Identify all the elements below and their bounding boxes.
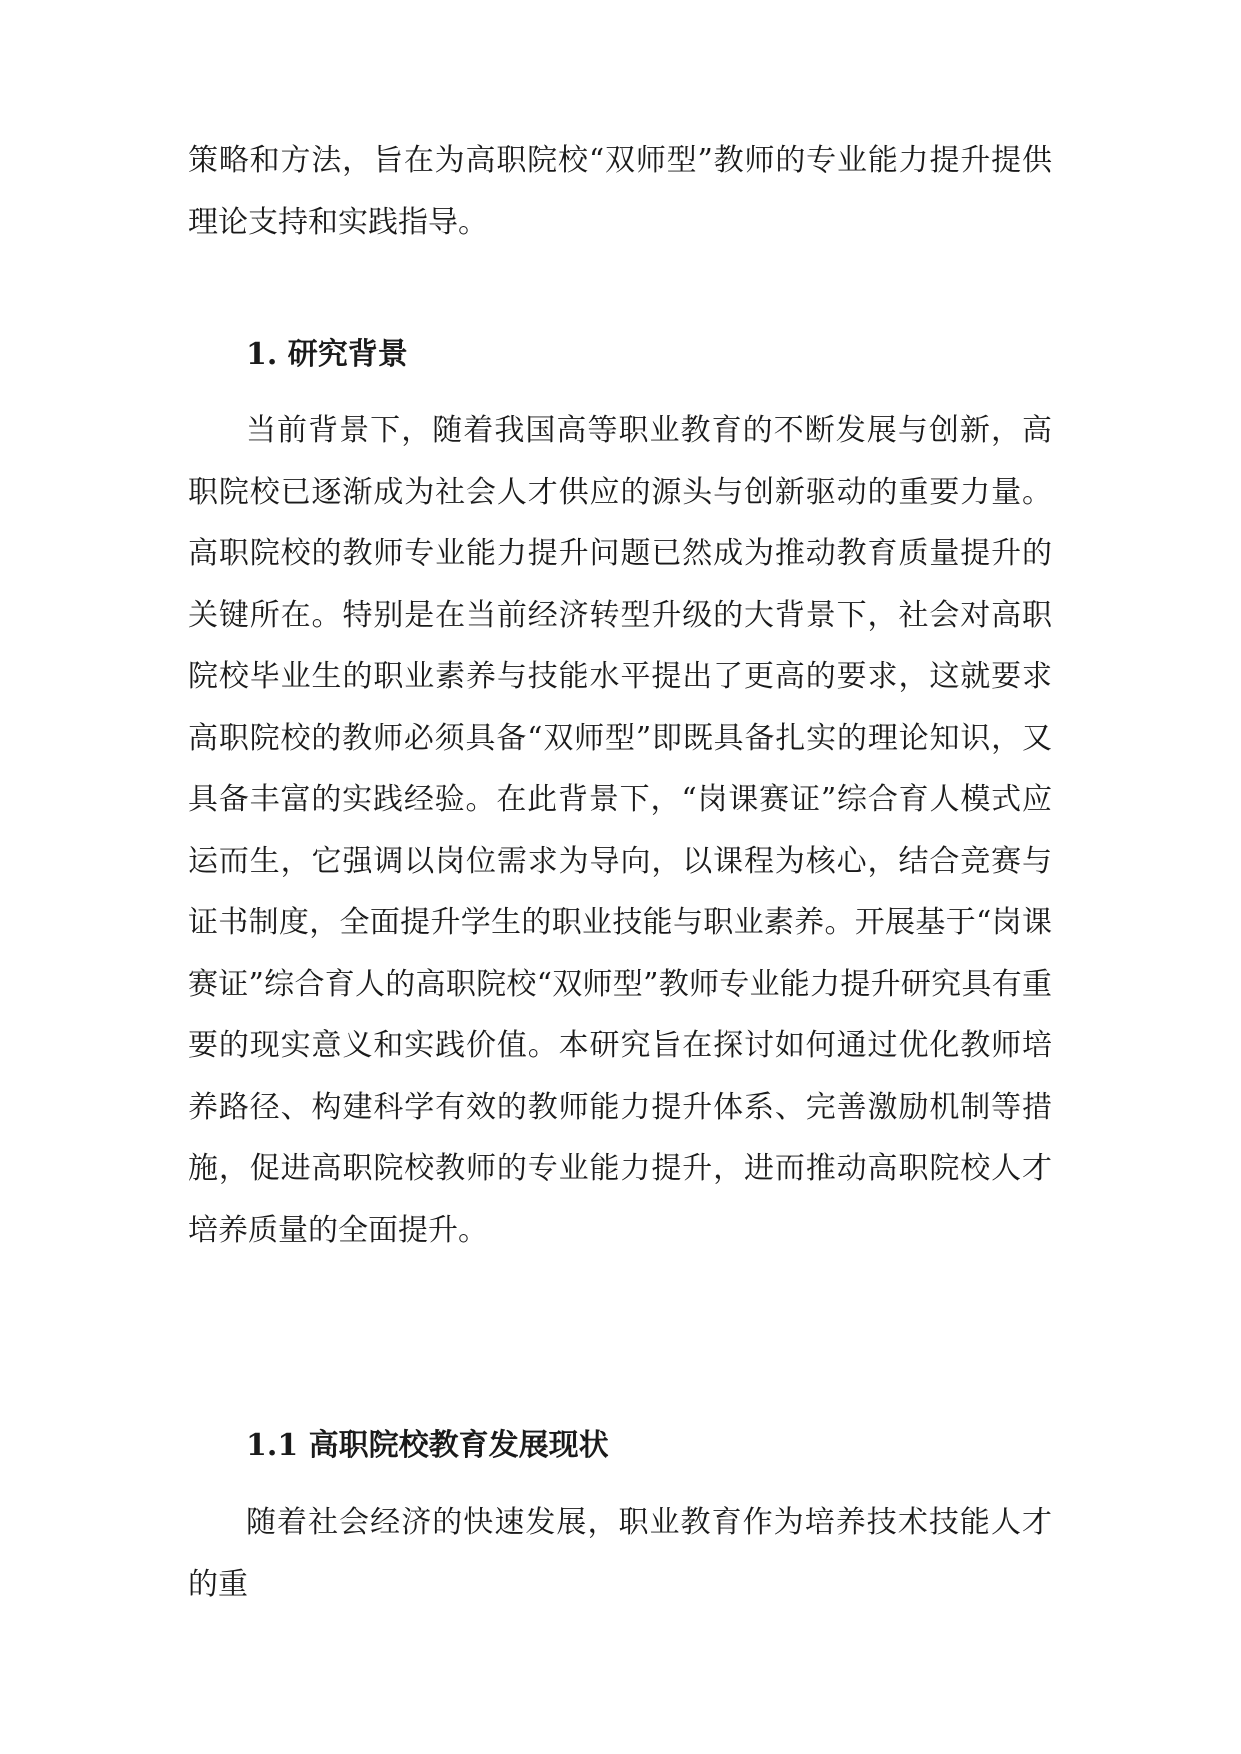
education-status-paragraph: 随着社会经济的快速发展，职业教育作为培养技术技能人才的重 [188,1505,1052,1602]
intro-fragment-paragraph: 策略和方法，旨在为高职院校“双师型”教师的专业能力提升提供理论支持和实践指导。 [188,143,1052,240]
section-heading-education-status: 1.1 高职院校教育发展现状 [246,1428,609,1463]
section-heading-research-background: 1. 研究背景 [246,337,408,372]
research-background-paragraph: 当前背景下，随着我国高等职业教育的不断发展与创新，高职院校已逐渐成为社会人才供应的源头与创新驱动的重要力量。高职院校的教师专业能力提升问题已然成为推动教育质量提升的关键所在。特别是在当前经济转型升级的大背景下，社会对高职院校毕业生的职业素养与技能水平提出了更高的要求，这就要求高职院校的教师必须具备“双师型”即既具备扎实的理论知识，又具备丰富的实践经验。在此背景下，“岗课赛证”综合育人模式应运而生，它强调以岗位需求为导向，以课程为核心，结合竞赛与证书制度，全面提升学生的职业技能与职业素养。开展基于“岗课赛证”综合育人的高职院校“双师型”教师专业能力提升研究具有重要的现实意义和实践价值。本研究旨在探讨如何通过优化教师培养路径、构建科学有效的教师能力提升体系、完善激励机制等措施，促进高职院校教师的专业能力提升，进而推动高职院校人才培养质量的全面提升。 [188,413,1052,1248]
